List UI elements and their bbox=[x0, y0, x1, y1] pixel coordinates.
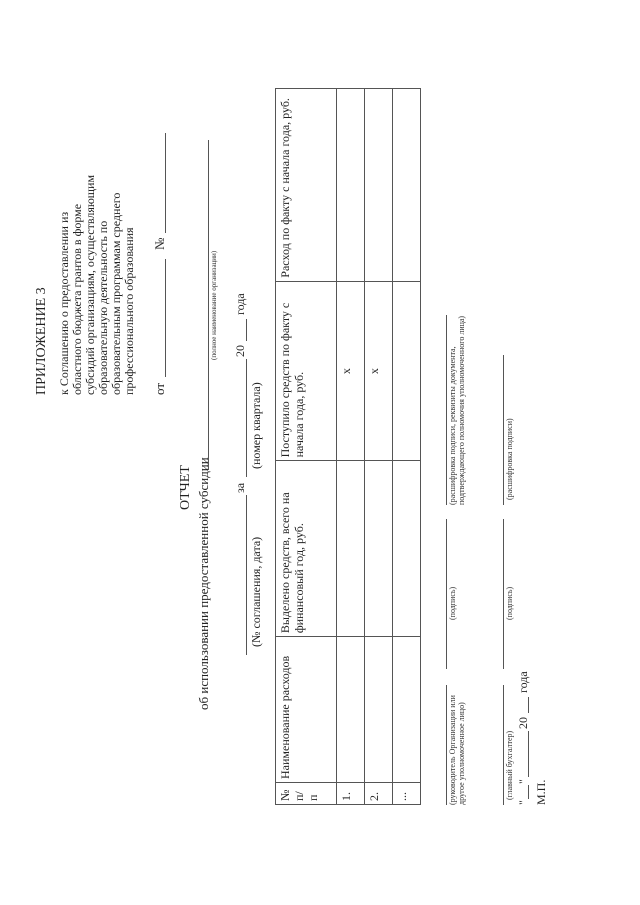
stamp-label: М.П. bbox=[534, 779, 548, 805]
appendix-line: областного бюджета грантов в форме bbox=[70, 203, 84, 395]
appendix-line: субсидий организациям, осуществляющим bbox=[83, 174, 97, 395]
table-cell: ... bbox=[393, 783, 421, 805]
report-title: ОТЧЕТ bbox=[178, 465, 193, 510]
head-label: (руководитель Организации или другое уполномоченное лицо) bbox=[448, 695, 466, 805]
date-day-line bbox=[528, 785, 529, 799]
header-spent: Расход по факту с начала года, руб. bbox=[276, 89, 337, 282]
report-subtitle: об использовании предоставленной субсидии bbox=[196, 457, 211, 710]
appendix-line: профессионального образования bbox=[122, 227, 136, 395]
appendix-line: к Соглашению о предоставлении из bbox=[57, 211, 71, 395]
year-prefix: 20 bbox=[233, 345, 247, 357]
table-cell bbox=[393, 281, 421, 461]
year-line bbox=[246, 319, 247, 341]
appendix-line: образовательную деятельность по bbox=[96, 220, 110, 395]
accountant-line bbox=[503, 685, 504, 805]
table-cell bbox=[393, 637, 421, 783]
organization-line bbox=[208, 140, 209, 470]
head-line bbox=[446, 685, 447, 805]
accountant-signature-caption: (подпись) bbox=[505, 586, 514, 620]
table-header-row bbox=[276, 89, 337, 805]
appendix-date-label: от bbox=[152, 382, 167, 395]
table-cell bbox=[337, 637, 365, 783]
year-suffix: года bbox=[233, 293, 247, 315]
head-decode-caption: (расшифровка подписи, реквизиты документа, подтверждающего полномочия уполномоченного лица) bbox=[448, 315, 466, 505]
date-year-prefix: 20 bbox=[516, 717, 530, 729]
appendix-text bbox=[58, 65, 136, 395]
appendix-date-line bbox=[165, 259, 166, 377]
table-row bbox=[365, 89, 393, 805]
header-number: № п/п bbox=[276, 783, 337, 805]
header-expense-name: Наименование расходов bbox=[276, 637, 337, 783]
appendix-number-line bbox=[165, 133, 166, 233]
table-cell: 1. bbox=[337, 783, 365, 805]
table-cell bbox=[393, 89, 421, 282]
header-allocated: Выделено средств, всего на финансовый год, руб. bbox=[276, 461, 337, 637]
appendix-title: ПРИЛОЖЕНИЕ 3 bbox=[34, 287, 49, 395]
accountant-decode-caption: (расшифровка подписи) bbox=[505, 418, 514, 500]
head-decode-line bbox=[446, 315, 447, 505]
head-signature-line bbox=[446, 519, 447, 669]
table-cell bbox=[365, 89, 393, 282]
period-label: за bbox=[233, 482, 247, 493]
quarter-line bbox=[246, 359, 247, 477]
agreement-caption: (№ соглашения, дата) bbox=[249, 536, 263, 647]
table-cell: х bbox=[337, 281, 365, 461]
date-close-quote: " bbox=[516, 779, 530, 784]
table-cell bbox=[365, 461, 393, 637]
table-cell bbox=[393, 461, 421, 637]
header-received: Поступило средств по факту с начала года, руб. bbox=[276, 281, 337, 461]
table-cell: х bbox=[365, 281, 393, 461]
date-year-line bbox=[528, 697, 529, 713]
accountant-label: (главный бухгалтер) bbox=[505, 730, 514, 800]
table-row bbox=[393, 89, 421, 805]
table-cell bbox=[365, 637, 393, 783]
table-cell: 2. bbox=[365, 783, 393, 805]
organization-caption: (полное наименование организации) bbox=[210, 250, 218, 360]
accountant-decode-line bbox=[503, 355, 504, 505]
head-signature-caption: (подпись) bbox=[448, 586, 457, 620]
appendix-line: образовательным программам среднего bbox=[109, 192, 123, 395]
expense-table bbox=[275, 88, 421, 805]
accountant-signature-line bbox=[503, 519, 504, 669]
table-cell bbox=[337, 461, 365, 637]
appendix-number-label: № bbox=[152, 237, 167, 250]
table-row bbox=[337, 89, 365, 805]
quarter-caption: (номер квартала) bbox=[249, 382, 263, 469]
date-open-quote: " bbox=[516, 800, 530, 805]
table-cell bbox=[337, 89, 365, 282]
agreement-line bbox=[246, 495, 247, 655]
date-month-line bbox=[528, 731, 529, 777]
date-year-suffix: года bbox=[516, 671, 530, 693]
